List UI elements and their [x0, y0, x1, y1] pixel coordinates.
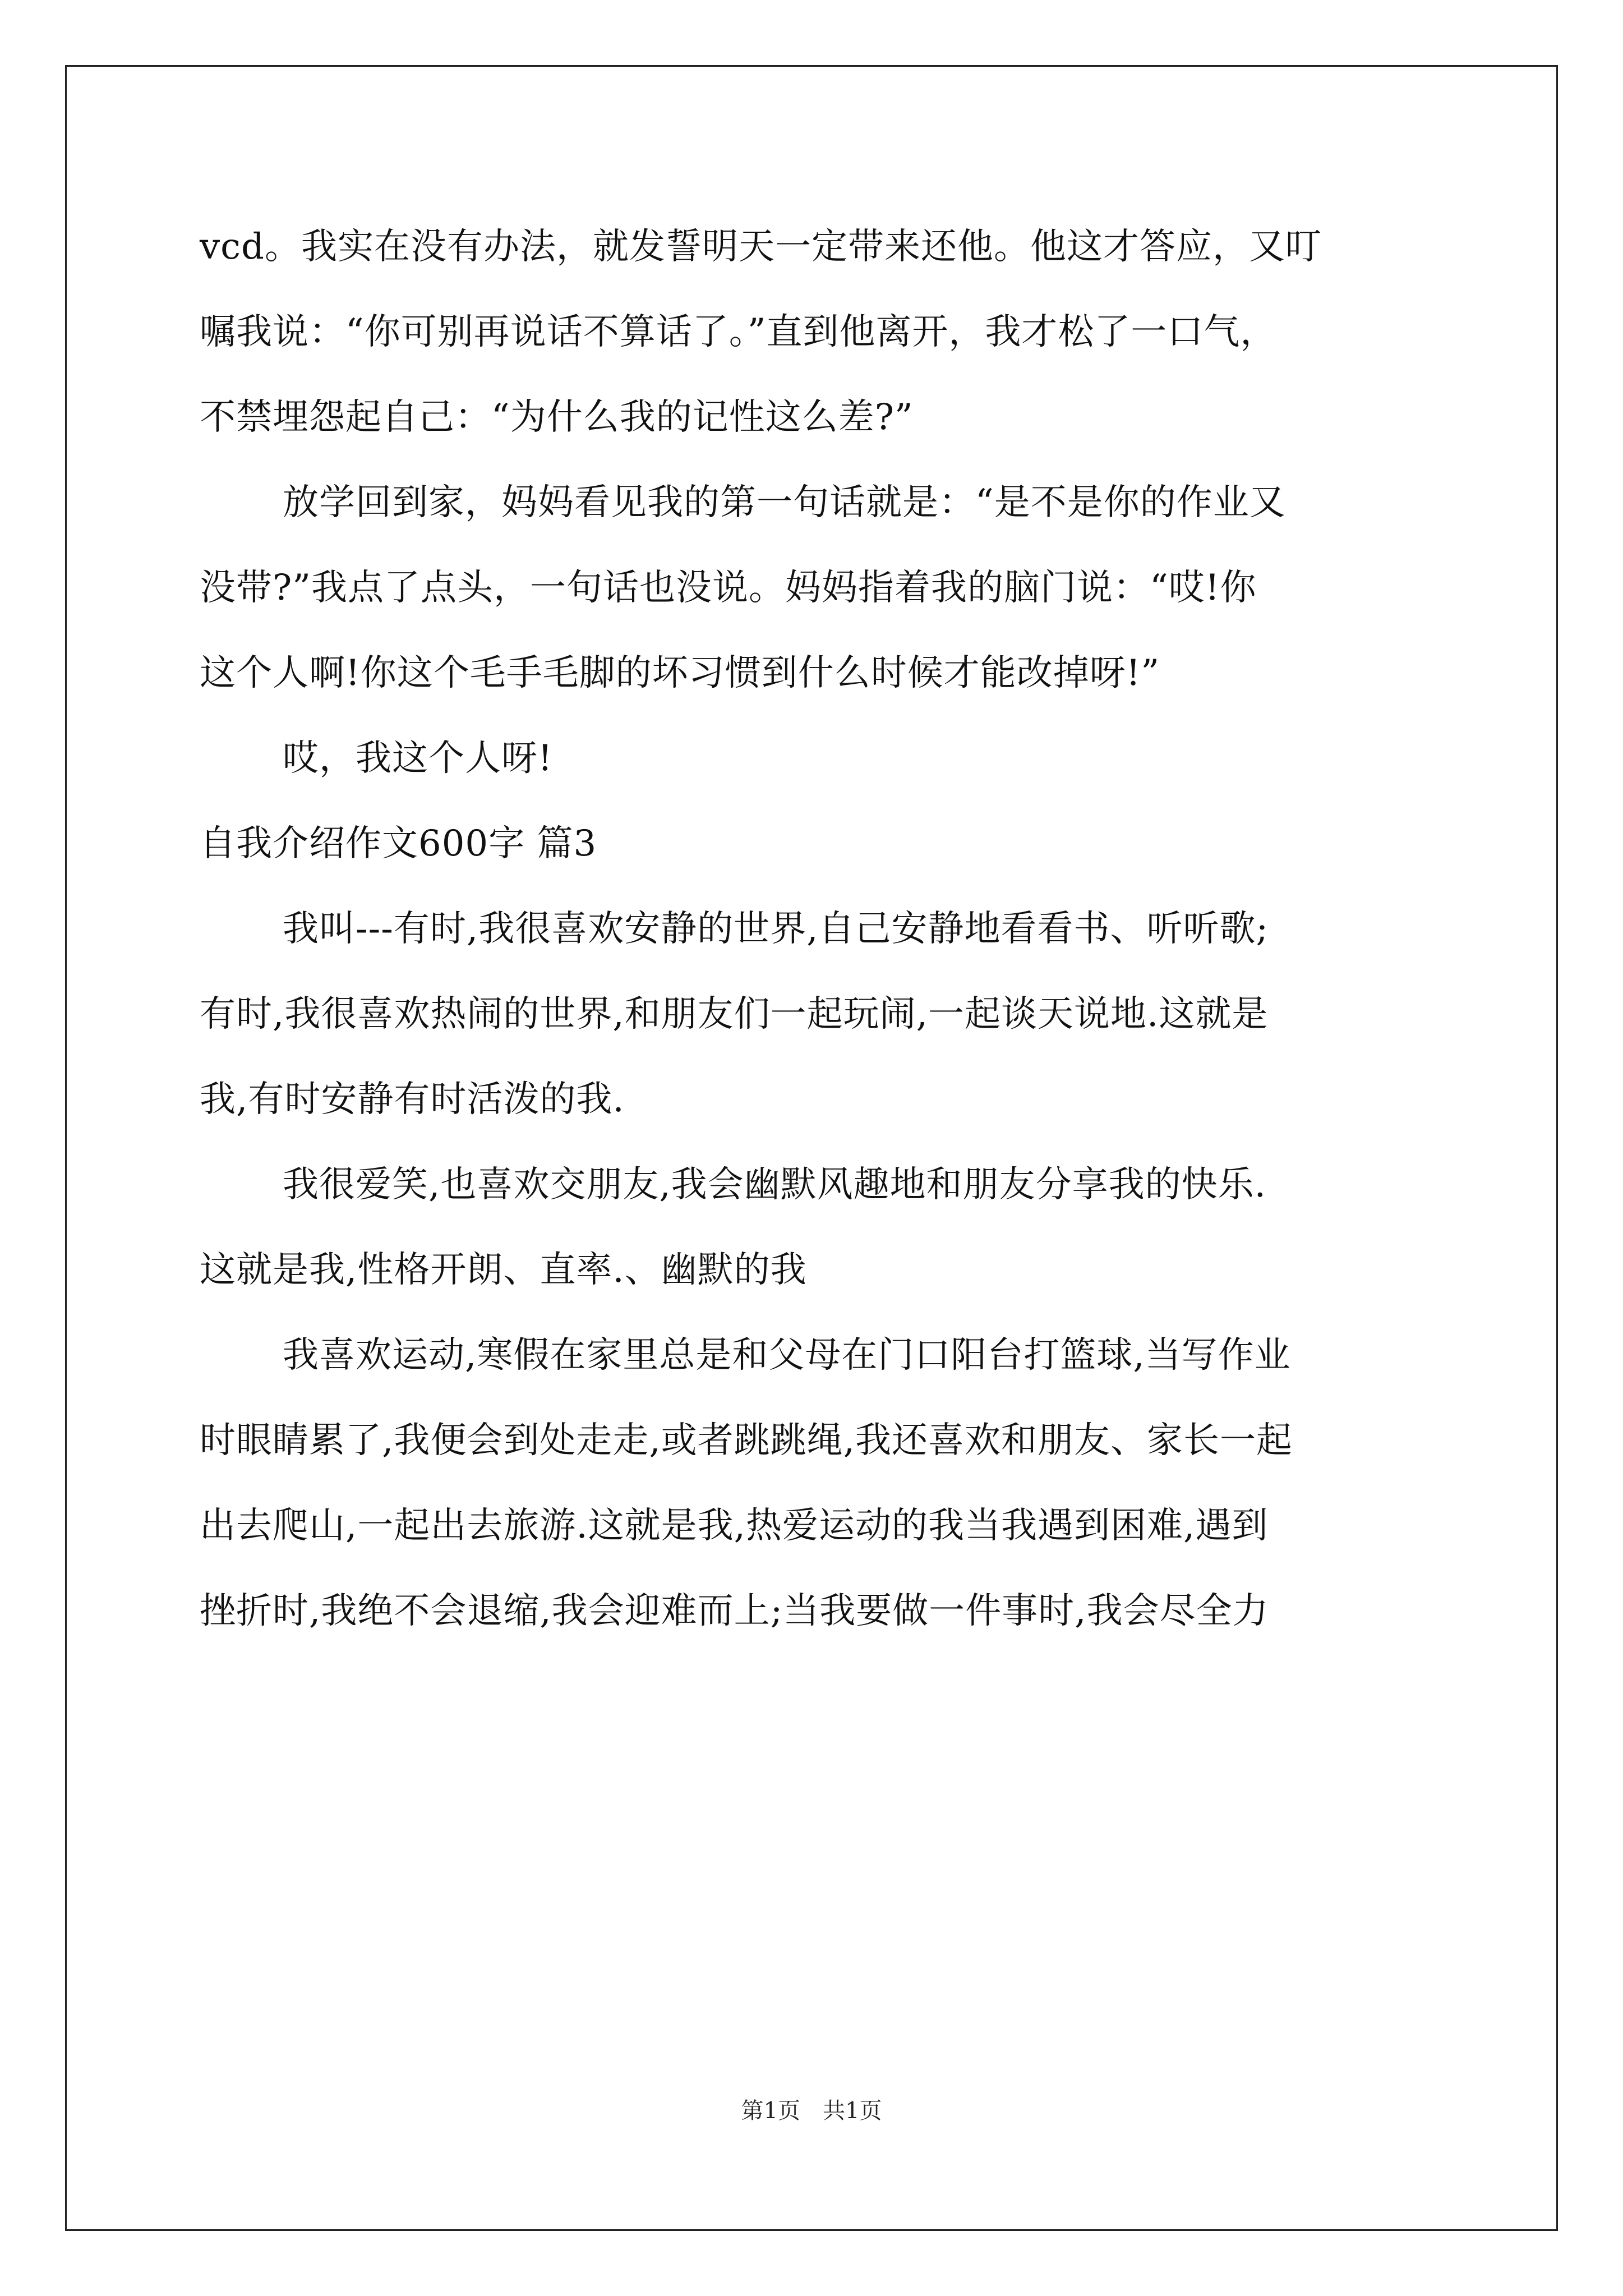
text-line: 时眼睛累了,我便会到处走走,或者跳跳绳,我还喜欢和朋友、家长一起 — [200, 1420, 1293, 1461]
text-line: 有时,我很喜欢热闹的世界,和朋友们一起玩闹,一起谈天说地.这就是 — [200, 993, 1269, 1035]
text-line: 我,有时安静有时活泼的我. — [200, 1079, 625, 1120]
paragraph-start: 哎，我这个人呀! — [283, 738, 553, 779]
paragraph-start: 我叫---有时,我很喜欢安静的世界,自己安静地看看书、听听歌; — [283, 908, 1269, 950]
section-heading: 自我介绍作文600字 篇3 — [200, 823, 597, 864]
page-border — [65, 65, 1558, 2231]
text-line: 没带?”我点了点头，一句话也没说。妈妈指着我的脑门说：“哎!你 — [200, 567, 1257, 609]
paragraph-start: 我喜欢运动,寒假在家里总是和父母在门口阳台打篮球,当写作业 — [283, 1335, 1291, 1376]
text-line: 挫折时,我绝不会退缩,我会迎难而上;当我要做一件事时,我会尽全力 — [200, 1590, 1269, 1632]
text-line: 嘱我说：“你可别再说话不算话了。”直到他离开，我才松了一口气， — [200, 311, 1277, 353]
text-line: 不禁埋怨起自己：“为什么我的记性这么差?” — [200, 397, 914, 438]
text-line: vcd。我实在没有办法，就发誓明天一定带来还他。他这才答应，又叮 — [200, 226, 1322, 268]
text-line: 出去爬山,一起出去旅游.这就是我,热爱运动的我当我遇到困难,遇到 — [200, 1505, 1269, 1547]
paragraph-start: 放学回到家，妈妈看见我的第一句话就是：“是不是你的作业又 — [283, 482, 1286, 523]
paragraph-start: 我很爱笑,也喜欢交朋友,我会幽默风趣地和朋友分享我的快乐. — [283, 1164, 1267, 1205]
text-line: 这个人啊!你这个毛手毛脚的坏习惯到什么时候才能改掉呀!” — [200, 652, 1160, 694]
page-footer: 第1页 共1页 — [741, 2098, 882, 2124]
text-line: 这就是我,性格开朗、直率.、幽默的我 — [200, 1249, 807, 1291]
